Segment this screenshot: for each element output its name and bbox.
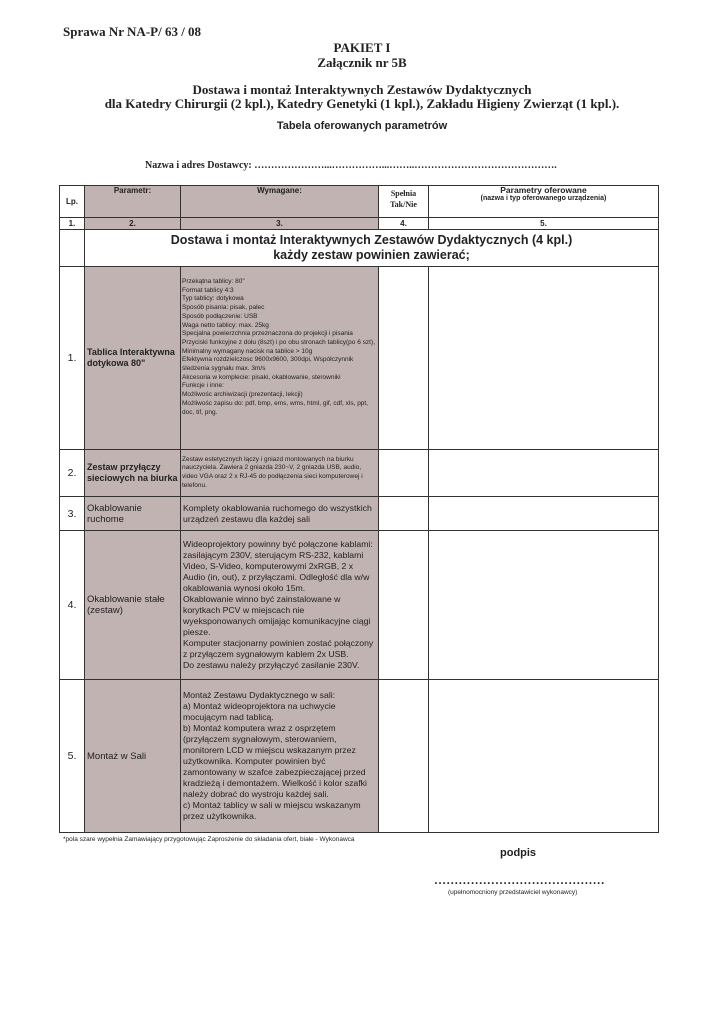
row-parameter: Okablowanie stałe (zestaw)	[85, 531, 181, 680]
row-meets-cell[interactable]	[379, 531, 429, 680]
row-number: 3.	[60, 497, 85, 531]
row-offered-cell[interactable]	[429, 531, 659, 680]
table-row	[60, 531, 659, 680]
table-row	[60, 680, 659, 833]
row-required: Montaż Zestawu Dydaktycznego w sali: a) Montaż wideoprojektora na uchwycie mocującym nad tablicą. b) Montaż komputera wraz z osprzętem (przyłączem sygnałowym, sterowaniem, monitorem LCD w miejscu wskazanym przez użytkownika. Komputer powinien być zamontowany w szafce zabezpieczającej przed kradzieżą i demontażem. Wielkość i kolor szafki należy dobrać do wystroju każdej sali. c) Montaż tablicy w sali w miejscu wskazanym przez użytkownika.	[181, 680, 379, 833]
section-heading-row	[60, 230, 659, 267]
table-row	[60, 450, 659, 497]
row-parameter: Montaż w Sali	[85, 680, 181, 833]
column-number: 5.	[429, 218, 659, 230]
header-offered	[429, 186, 659, 218]
row-required-text: Przekątna tablicy: 80" Format tablicy 4:3 Typ tablicy: dotykowa Sposób pisania: pisak, palec Sposób podłączenie: USB Waga netto tablicy: max. 25kg Specjalna powierzchnia przeznaczona do projekcji i pisania Przyciski funkcyjne z dołu (8szt) i po obu stronach tablicy(po 6 szt), Minimalny wymagany nacisk na tablice > 10g Efektywna rozdzielczosc 9600x9600, 300dpi, Współczynnik śledzenia sygnału max. 3m/s Akcesoria w komplecie: pisaki, okablowanie, sterowniki Funkcje i inne: Możliwośc archiwizacji (prezentacji, lekcji) Możliwośc zapisu do: pdf, bmp, ems, wms, html, gif, cdf, xls, ppt, doc, tif, png.	[182, 278, 375, 416]
table-header-row	[60, 186, 659, 218]
case-number: Sprawa Nr NA-P/ 63 / 08	[63, 24, 202, 39]
table-row	[60, 497, 659, 531]
row-required	[181, 267, 379, 450]
row-required: Komplety okablowania ruchomego do wszystkich urządzeń zestawu dla każdej sali	[181, 497, 379, 531]
row-meets-cell[interactable]	[379, 450, 429, 497]
row-offered-cell[interactable]	[429, 450, 659, 497]
row-offered-cell[interactable]	[429, 680, 659, 833]
row-required: Wideoprojektory powinny być połączone kablami: zasilającym 230V, sterującym RS-232, kablami Video, S-Video, komputerowymi 2xRGB, 2 x Audio (in, out), z przyłączami. Odległość dla w/w okablowania wynosi około 15m. Okablowanie winno być zainstalowane w korytkach PCV w miejscach nie wyeksponowanych omijając komunikacyjne ciągi piesze. Komputer stacjonarny powinien zostać połączony z przyłączem sygnałowym kablem 2x USB. Do zestawu należy przyłączyć zasilanie 230V.	[181, 531, 379, 680]
footnote: *pola szare wypełnia Zamawiający przygotowując Zaproszenie do składania ofert, białe - Wykonawca	[63, 836, 355, 843]
column-number: 4.	[379, 218, 429, 230]
table-row	[60, 267, 659, 450]
header-param: Parametr:	[85, 186, 181, 218]
header-required: Wymagane:	[181, 186, 379, 218]
row-offered-cell[interactable]	[429, 267, 659, 450]
package-label: PAKIET I	[333, 40, 391, 55]
row-meets-cell[interactable]	[379, 497, 429, 531]
section-heading-line2: każdy zestaw powinien zawierać;	[273, 248, 470, 262]
parameters-table	[59, 185, 659, 833]
row-parameter: Tablica Interaktywna dotykowa 80"	[85, 267, 181, 450]
column-number: 1.	[60, 218, 85, 230]
document-title-line2: dla Katedry Chirurgii (2 kpl.), Katedry Genetyki (1 kpl.), Zakładu Higieny Zwierząt (1 kpl.).	[104, 96, 620, 111]
row-meets-cell[interactable]	[379, 267, 429, 450]
header-meets: Spełnia Tak/Nie	[379, 186, 429, 218]
row-number: 5.	[60, 680, 85, 833]
column-number-row	[60, 218, 659, 230]
row-number: 2.	[60, 450, 85, 497]
row-parameter: Zestaw przyłączy sieciowych na biurka	[85, 450, 181, 497]
row-required: Zestaw estetycznych łączy i gniazd montowanych na biurku nauczyciela. Zawiera 2 gniazda 230~V, 2 gniazda USB, audio, video VGA oraz 2 x RJ-45 do podłączenia sieci komputerowej i telefonu.	[181, 450, 379, 497]
table-title: Tabela oferowanych parametrów	[276, 120, 448, 132]
section-heading	[85, 230, 659, 267]
header-offered-subtitle: (nazwa i typ oferowanego urządzenia)	[480, 194, 607, 202]
row-parameter: Okablowanie ruchome	[85, 497, 181, 531]
document-title-line1: Dostawa i montaż Interaktywnych Zestawów Dydaktycznych	[192, 82, 532, 97]
row-number: 1.	[60, 267, 85, 450]
signature-caption: (upełnomocniony przedstawiciel wykonawcy)	[448, 889, 578, 896]
supplier-address-field[interactable]: Nazwa i adres Dostawcy: …………………...……………...……..…………………………………….	[145, 160, 557, 171]
signature-line[interactable]: ……………………………………	[434, 873, 605, 887]
column-number: 3.	[181, 218, 379, 230]
row-number: 4.	[60, 531, 85, 680]
attachment-label: Załącznik nr 5B	[317, 55, 407, 70]
column-number: 2.	[85, 218, 181, 230]
signature-label: podpis	[500, 847, 537, 859]
row-offered-cell[interactable]	[429, 497, 659, 531]
header-lp: Lp.	[60, 186, 85, 218]
row-meets-cell[interactable]	[379, 680, 429, 833]
section-heading-line1: Dostawa i montaż Interaktywnych Zestawów Dydaktycznych (4 kpl.)	[170, 233, 573, 247]
header-offered-title: Parametry oferowane	[500, 185, 587, 195]
